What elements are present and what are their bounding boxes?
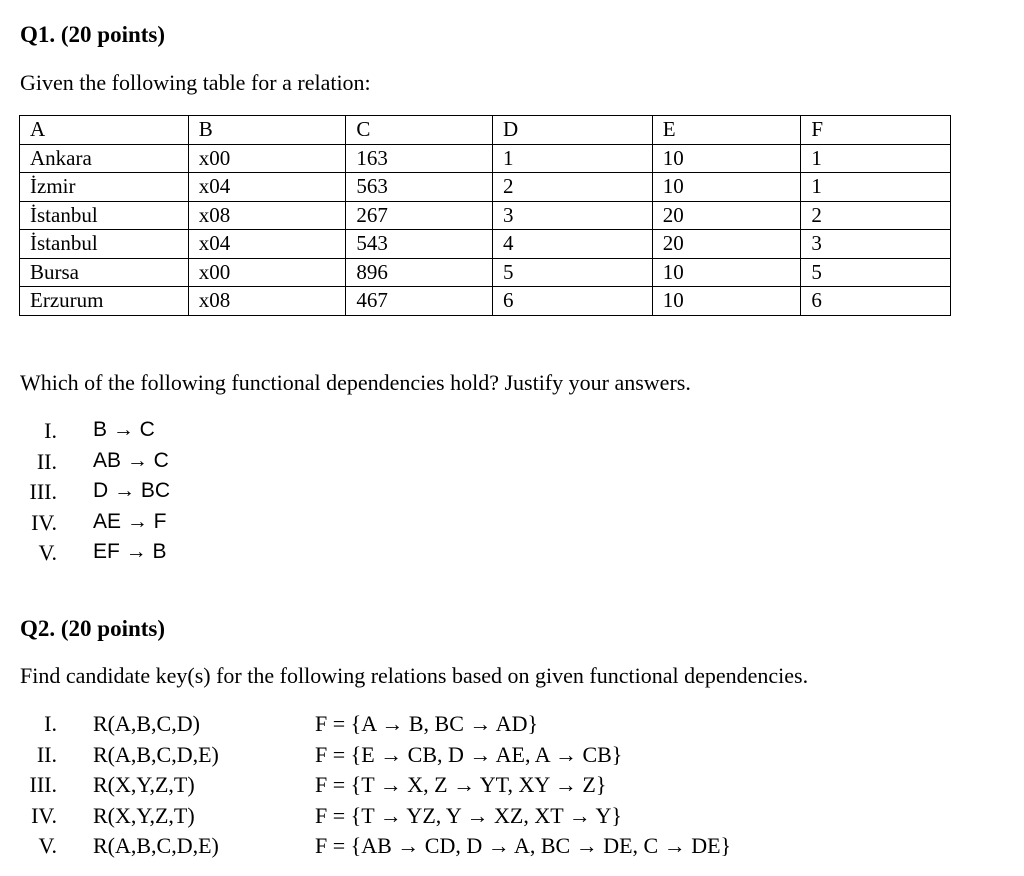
dependency-set: F = {T → YZ, Y → XZ, XT → Y} <box>315 802 622 828</box>
table-cell: 267 <box>346 201 493 230</box>
functional-dependency: D → BC <box>93 479 171 502</box>
item-number: V. <box>38 540 57 565</box>
table-cell: 10 <box>652 258 801 287</box>
table-cell: 10 <box>652 173 801 202</box>
dependency-set: F = {T → X, Z → YT, XY → Z} <box>315 772 607 797</box>
column-header-f: F <box>801 116 951 145</box>
table-cell: 1 <box>493 144 653 173</box>
table-cell: İstanbul <box>20 230 189 259</box>
relation-schema: R(X,Y,Z,T) <box>93 802 195 828</box>
table-header-row <box>20 116 951 145</box>
table-row <box>20 287 951 316</box>
table-cell: 2 <box>493 173 653 202</box>
item-number: I. <box>44 711 57 736</box>
table-cell: 10 <box>652 144 801 173</box>
functional-dependency: B → C <box>93 418 155 441</box>
table-row <box>20 258 951 287</box>
table-cell: 163 <box>346 144 493 173</box>
table-cell: 6 <box>801 287 951 316</box>
table-row <box>20 144 951 173</box>
item-number: III. <box>29 479 57 504</box>
relation-schema: R(X,Y,Z,T) <box>93 772 195 797</box>
table-cell: Ankara <box>20 144 189 173</box>
table-row <box>20 201 951 230</box>
column-header-e: E <box>652 116 801 145</box>
item-number: V. <box>38 833 57 858</box>
table-cell: x08 <box>188 201 346 230</box>
table-cell: x08 <box>188 287 346 316</box>
column-header-a: A <box>20 116 189 145</box>
relation-table <box>19 115 951 316</box>
table-cell: İstanbul <box>20 201 189 230</box>
table-cell: Erzurum <box>20 287 189 316</box>
relation-schema: R(A,B,C,D,E) <box>93 833 219 858</box>
table-cell: 543 <box>346 230 493 259</box>
functional-dependency: AB → C <box>93 448 169 472</box>
q1-question: Which of the following functional dependencies hold? Justify your answers. <box>20 370 691 395</box>
dependency-set: F = {E → CB, D → AE, A → CB} <box>315 741 623 767</box>
table-cell: x04 <box>188 173 346 202</box>
table-cell: 20 <box>652 201 801 230</box>
table-cell: 10 <box>652 287 801 316</box>
table-cell: 3 <box>801 230 951 259</box>
table-cell: 1 <box>801 144 951 173</box>
table-cell: 467 <box>346 287 493 316</box>
q1-intro: Given the following table for a relation: <box>20 70 371 95</box>
table-cell: 896 <box>346 258 493 287</box>
table-cell: 2 <box>801 201 951 230</box>
item-number: IV. <box>31 802 57 828</box>
table-cell: x00 <box>188 258 346 287</box>
q2-title: Q2. (20 points) <box>20 616 166 641</box>
column-header-b: B <box>188 116 346 145</box>
table-row <box>20 173 951 202</box>
dependency-set: F = {AB → CD, D → A, BC → DE, C → DE} <box>315 833 732 858</box>
dependency-set: F = {A → B, BC → AD} <box>315 711 539 736</box>
item-number: II. <box>36 741 57 767</box>
item-number: II. <box>36 448 57 474</box>
table-cell: x00 <box>188 144 346 173</box>
table-cell: 5 <box>493 258 653 287</box>
table-cell: 563 <box>346 173 493 202</box>
table-cell: 4 <box>493 230 653 259</box>
relation-schema: R(A,B,C,D,E) <box>93 741 219 767</box>
table-cell: İzmir <box>20 173 189 202</box>
table-cell: Bursa <box>20 258 189 287</box>
item-number: IV. <box>31 509 57 535</box>
item-number: I. <box>44 418 57 443</box>
table-cell: 20 <box>652 230 801 259</box>
table-row <box>20 230 951 259</box>
table-cell: 5 <box>801 258 951 287</box>
table-cell: 1 <box>801 173 951 202</box>
table-cell: x04 <box>188 230 346 259</box>
q2-intro: Find candidate key(s) for the following relations based on given functional dependencies. <box>20 663 809 688</box>
relation-schema: R(A,B,C,D) <box>93 711 200 736</box>
table-cell: 6 <box>493 287 653 316</box>
table-cell: 3 <box>493 201 653 230</box>
functional-dependency: EF → B <box>93 540 167 563</box>
functional-dependency: AE → F <box>93 509 167 533</box>
column-header-c: C <box>346 116 493 145</box>
column-header-d: D <box>493 116 653 145</box>
q1-title: Q1. (20 points) <box>20 22 166 47</box>
item-number: III. <box>29 772 57 797</box>
